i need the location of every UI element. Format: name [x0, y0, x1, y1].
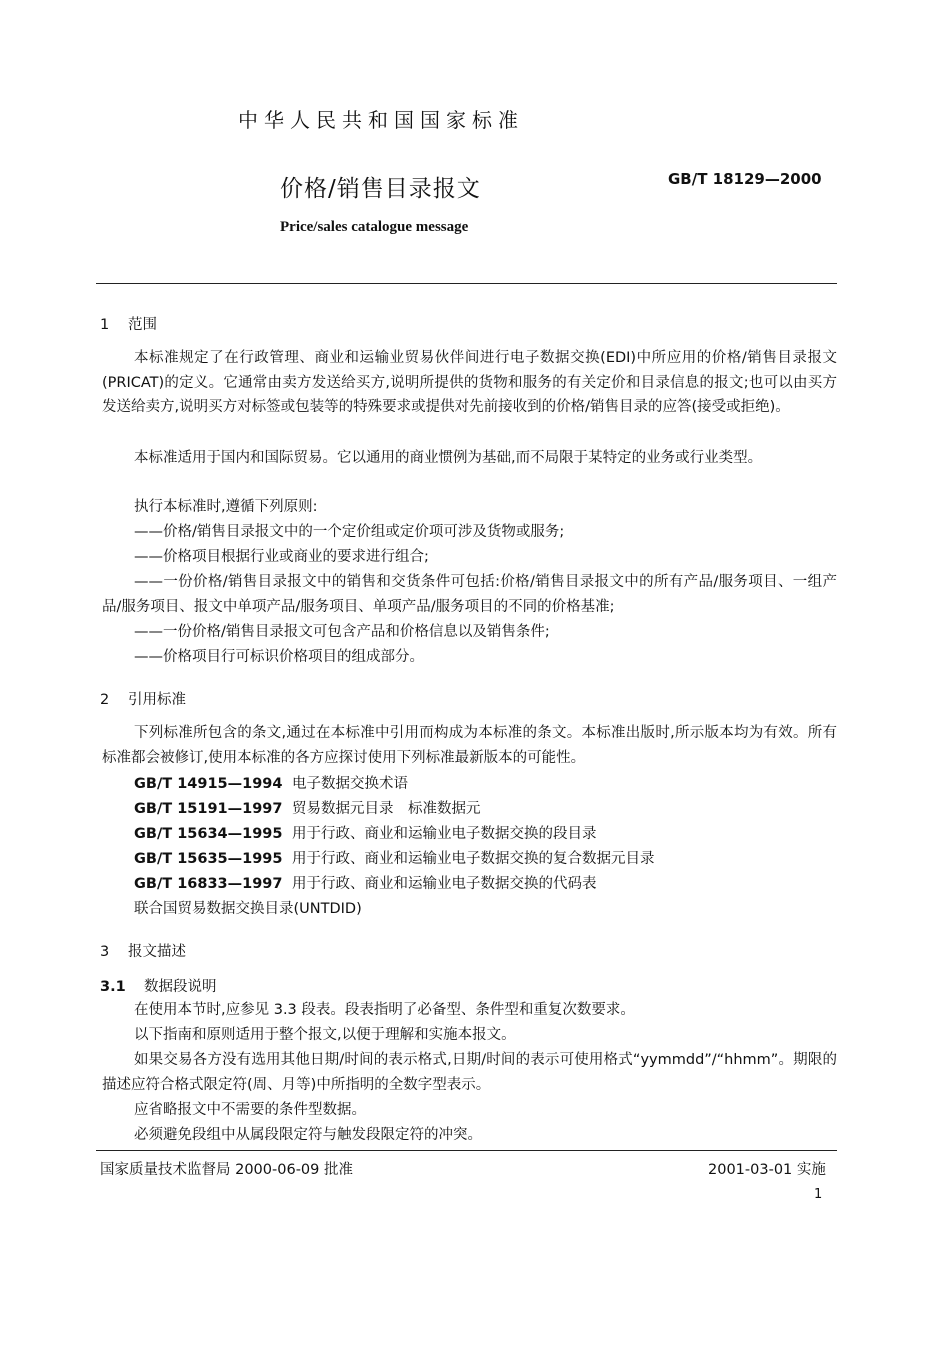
- list-item: ——一份价格/销售目录报文可包含产品和价格信息以及销售条件;: [134, 624, 550, 640]
- section-3-line-4: 应省略报文中不需要的条件型数据。: [134, 1102, 366, 1118]
- footer-divider: [96, 1150, 837, 1151]
- reference-code: GB/T 15635—1995: [134, 851, 283, 867]
- section-title: 报文描述: [128, 944, 186, 960]
- section-3-heading: [100, 940, 186, 961]
- list-item: ——一份价格/销售目录报文中的销售和交货条件可包括:价格/销售目录报文中的所有产品/服务项目、一组产品/服务项目、报文中单项产品/服务项目、单项产品/服务项目的不同的价格基准;: [102, 574, 837, 615]
- subsection-title: 数据段说明: [144, 979, 217, 995]
- section-number: 3: [100, 944, 110, 960]
- section-1-paragraph-3: 执行本标准时,遵循下列原则:: [134, 499, 318, 515]
- section-1-paragraph-2: 本标准适用于国内和国际贸易。它以通用的商业惯例为基础,而不局限于某特定的业务或行业类型。: [134, 450, 763, 466]
- reference-row: [134, 797, 481, 822]
- reference-code: GB/T 14915—1994: [134, 776, 283, 792]
- effective-date: 2001-03-01 实施: [708, 1162, 826, 1178]
- standard-code: GB/T 18129—2000: [668, 170, 822, 188]
- section-1-heading: [100, 313, 157, 334]
- reference-name: 用于行政、商业和运输业电子数据交换的代码表: [292, 876, 597, 892]
- reference-name: 贸易数据元目录 标准数据元: [292, 801, 481, 817]
- issuing-org: 中华人民共和国国家标准: [238, 108, 524, 132]
- section-3-line-1: 在使用本节时,应参见 3.3 段表。段表指明了必备型、条件型和重复次数要求。: [134, 1002, 635, 1018]
- section-3-paragraph-3: 如果交易各方没有选用其他日期/时间的表示格式,日期/时间的表示可使用格式“yymmdd”/“hhmm”。期限的描述应符合格式限定符(周、月等)中所指明的全数字型表示。: [102, 1052, 837, 1093]
- reference-code: GB/T 15634—1995: [134, 826, 283, 842]
- page-number: 1: [814, 1187, 823, 1202]
- section-1-paragraph-1: 本标准规定了在行政管理、商业和运输业贸易伙伴间进行电子数据交换(EDI)中所应用的价格/销售目录报文(PRICAT)的定义。它通常由卖方发送给买方,说明所提供的货物和服务的有关定价和目录信息的报文;也可以由买方发送给卖方,说明买方对标签或包装等的特殊要求或提供对先前接收到的价格/销售目录的应答(接受或拒绝)。: [102, 350, 837, 415]
- reference-row: [134, 772, 408, 797]
- reference-code: GB/T 16833—1997: [134, 876, 283, 892]
- reference-row: [134, 872, 597, 897]
- section-number: 2: [100, 692, 110, 708]
- list-item: ——价格项目行可标识价格项目的组成部分。: [134, 649, 424, 665]
- reference-row: [134, 847, 655, 872]
- reference-name: 用于行政、商业和运输业电子数据交换的段目录: [292, 826, 597, 842]
- header-divider: [96, 283, 837, 284]
- reference-name: 电子数据交换术语: [292, 776, 408, 792]
- reference-row: [134, 822, 597, 847]
- section-title: 范围: [128, 317, 157, 333]
- section-3-line-5: 必须避免段组中从属段限定符与触发段限定符的冲突。: [134, 1127, 482, 1143]
- approval-date: 国家质量技术监督局 2000-06-09 批准: [100, 1162, 353, 1178]
- section-2-heading: [100, 688, 186, 709]
- list-item: ——价格/销售目录报文中的一个定价组或定价项可涉及货物或服务;: [134, 524, 565, 540]
- section-title: 引用标准: [128, 692, 186, 708]
- list-item: ——价格项目根据行业或商业的要求进行组合;: [134, 549, 429, 565]
- subsection-number: 3.1: [100, 979, 126, 995]
- english-title: Price/sales catalogue message: [280, 219, 469, 235]
- subsection-3-1-heading: [100, 975, 217, 996]
- section-2-paragraph-1: 下列标准所包含的条文,通过在本标准中引用而构成为本标准的条文。本标准出版时,所示版本均为有效。所有标准都会被修订,使用本标准的各方应探讨使用下列标准最新版本的可能性。: [102, 725, 837, 766]
- reference-name: 用于行政、商业和运输业电子数据交换的复合数据元目录: [292, 851, 655, 867]
- document-title: 价格/销售目录报文: [280, 176, 481, 202]
- section-3-line-2: 以下指南和原则适用于整个报文,以便于理解和实施本报文。: [134, 1027, 516, 1043]
- reference-untdid: 联合国贸易数据交换目录(UNTDID): [134, 901, 362, 917]
- section-number: 1: [100, 317, 110, 333]
- reference-code: GB/T 15191—1997: [134, 801, 283, 817]
